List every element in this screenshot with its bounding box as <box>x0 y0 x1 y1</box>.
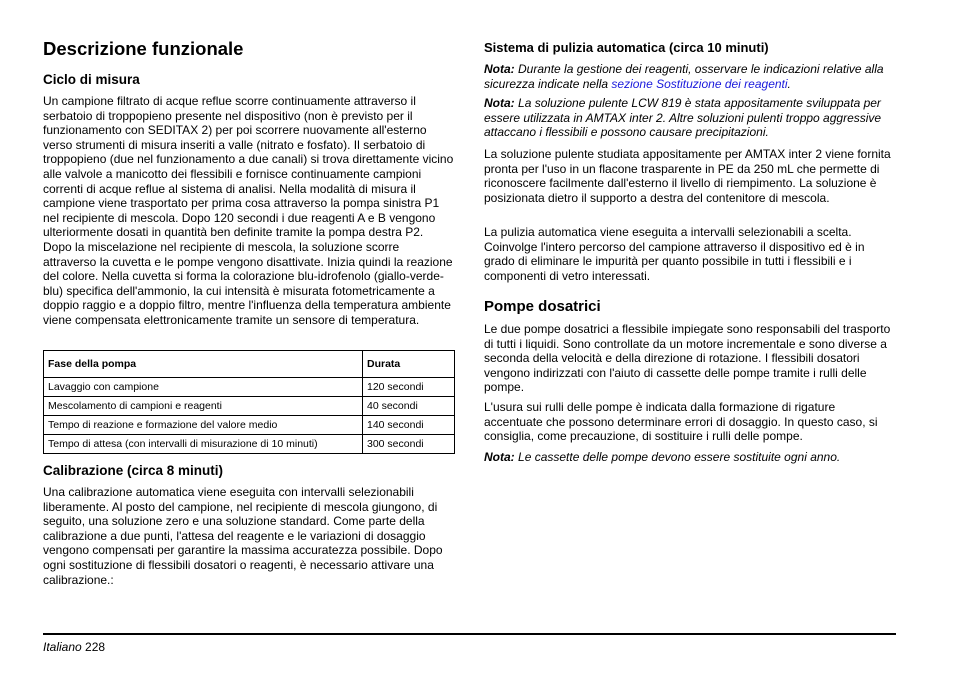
note-cleaning-solution <box>484 96 896 140</box>
table-header-row <box>44 351 455 378</box>
table-cell: 140 secondi <box>363 416 455 435</box>
table-cell: Tempo di reazione e formazione del valore medio <box>44 416 363 435</box>
note-label: Nota: <box>484 450 515 464</box>
pompe-paragraph-2: L'usura sui rulli delle pompe è indicata dalla formazione di rigature accentuate che possono determinare errori di dosaggio. In questo caso, si consiglia, come precauzione, di sostituire i rulli delle pompe. <box>484 400 878 444</box>
note-label: Nota: <box>484 62 515 76</box>
pulizia-paragraph-1: La soluzione pulente studiata appositamente per AMTAX inter 2 viene fornita pronta per l'uso in un flacone trasparente in PE da 250 mL che permette di riconoscere facilmente dall'esterno il livello di riempimento. La soluzione è posizionata dietro il supporto a destra del contenitore di mescola. <box>484 147 891 205</box>
table-header-duration: Durata <box>363 351 455 378</box>
section-heading-pompe: Pompe dosatrici <box>484 298 601 315</box>
calibrazione-paragraph: Una calibrazione automatica viene eseguita con intervalli selezionabili liberamente. Al posto del campione, nel recipiente di mescola giungono, di seguito, una soluzione zero e una soluzione standard. Come parte della calibrazione a due punti, l'attesa del reagente e le variazioni di dosaggio vengono compensati per garantire la massima accuratezza possibile. Dopo ogni sostituzione di flessibili dosatori o reagenti, è necessario attivare una calibrazione.: <box>43 485 443 587</box>
footer-divider <box>43 633 896 635</box>
ciclo-paragraph: Un campione filtrato di acque reflue scorre continuamente attraverso il serbatoio di troppopieno presente nel dispositivo (non è previsto per il funzionamento con SEDITAX 2) per poi scorrere nuovamente all'esterno verso strumenti di misura inseriti a valle (nitrato e fosfato). Il serbatoio di troppopieno (due nel funzionamento a due canali) si trova direttamente vicino alle valvole a manicotto dei flessibili e fornisce continuamente campioni correnti di acque reflue al sistema di analisi. Nella modalità di misura il campione viene trasportato per prima cosa attraverso la pompa sinistra P1 nel recipiente di mescola. Dopo 120 secondi i due reagenti A e B vengono ulteriormente dosati in quantità ben definite tramite la pompa destra P2. Dopo la miscelazione nel recipiente di mescola, la soluzione scorre attraverso la cuvetta e le pompe vengono disattivate. Inizia quindi la reazione del colore. Nella cuvetta si forma la colorazione blu-idrofenolo (giallo-verde-blu) specifica dell'ammonio, la cui intensità è misurata fotometricamente a doppio raggio e a doppio filtro, mentre l'influenza della temperatura ambiente viene compensata elettronicamente tramite un sensore di temperatura. <box>43 94 454 327</box>
table-row <box>44 435 455 454</box>
table-cell: Tempo di attesa (con intervalli di misurazione di 10 minuti) <box>44 435 363 454</box>
note-label: Nota: <box>484 96 515 110</box>
section-heading-ciclo: Ciclo di misura <box>43 72 140 87</box>
table-cell: 120 secondi <box>363 378 455 397</box>
table-cell: 40 secondi <box>363 397 455 416</box>
note-pump-cassettes <box>484 450 896 465</box>
table-row <box>44 378 455 397</box>
pompe-paragraph-1: Le due pompe dosatrici a flessibile impiegate sono responsabili del trasporto di tutti i liquidi. Sono controllate da un motore incrementale e sono diverse a seconda della velocità e della direzione di rotazione. I flessibili dosatori vengono indirizzati con l'aiuto di cassette delle pompe tramite i rulli delle pompe. <box>484 322 891 395</box>
pump-phase-table <box>43 350 455 454</box>
page-number: 228 <box>85 640 106 654</box>
pulizia-paragraph-2: La pulizia automatica viene eseguita a intervalli selezionabili a scelta. Coinvolge l'intero percorso del campione attraverso il dispositivo ed è in grado di eliminare le impurità per quanto possibile in tutti i flessibili e i componenti di vetro interessati. <box>484 225 865 283</box>
note-text: Durante la gestione dei reagenti, osservare le indicazioni relative alla sicurezza indicate nella <box>484 62 884 91</box>
section-link[interactable]: sezione Sostituzione dei reagenti <box>611 76 788 91</box>
note-reagents <box>484 62 896 91</box>
table-cell: 300 secondi <box>363 435 455 454</box>
table-cell: Mescolamento di campioni e reagenti <box>44 397 363 416</box>
table-header-phase: Fase della pompa <box>44 351 363 378</box>
section-heading-pulizia: Sistema di pulizia automatica (circa 10 minuti) <box>484 40 769 55</box>
page-footer <box>43 640 105 654</box>
table-row <box>44 416 455 435</box>
section-heading-calibrazione: Calibrazione (circa 8 minuti) <box>43 463 224 478</box>
table-cell: Lavaggio con campione <box>44 378 363 397</box>
page-title: Descrizione funzionale <box>43 38 244 59</box>
footer-language: Italiano <box>43 640 82 654</box>
table-row <box>44 397 455 416</box>
note-text: Le cassette delle pompe devono essere sostituite ogni anno. <box>518 450 841 464</box>
note-end: . <box>787 76 791 91</box>
note-text: La soluzione pulente LCW 819 è stata appositamente sviluppata per essere utilizzata in AMTAX inter 2. Altre soluzioni pulenti troppo aggressive attaccano i flessibili e possono causare precipitazioni. <box>484 96 882 140</box>
